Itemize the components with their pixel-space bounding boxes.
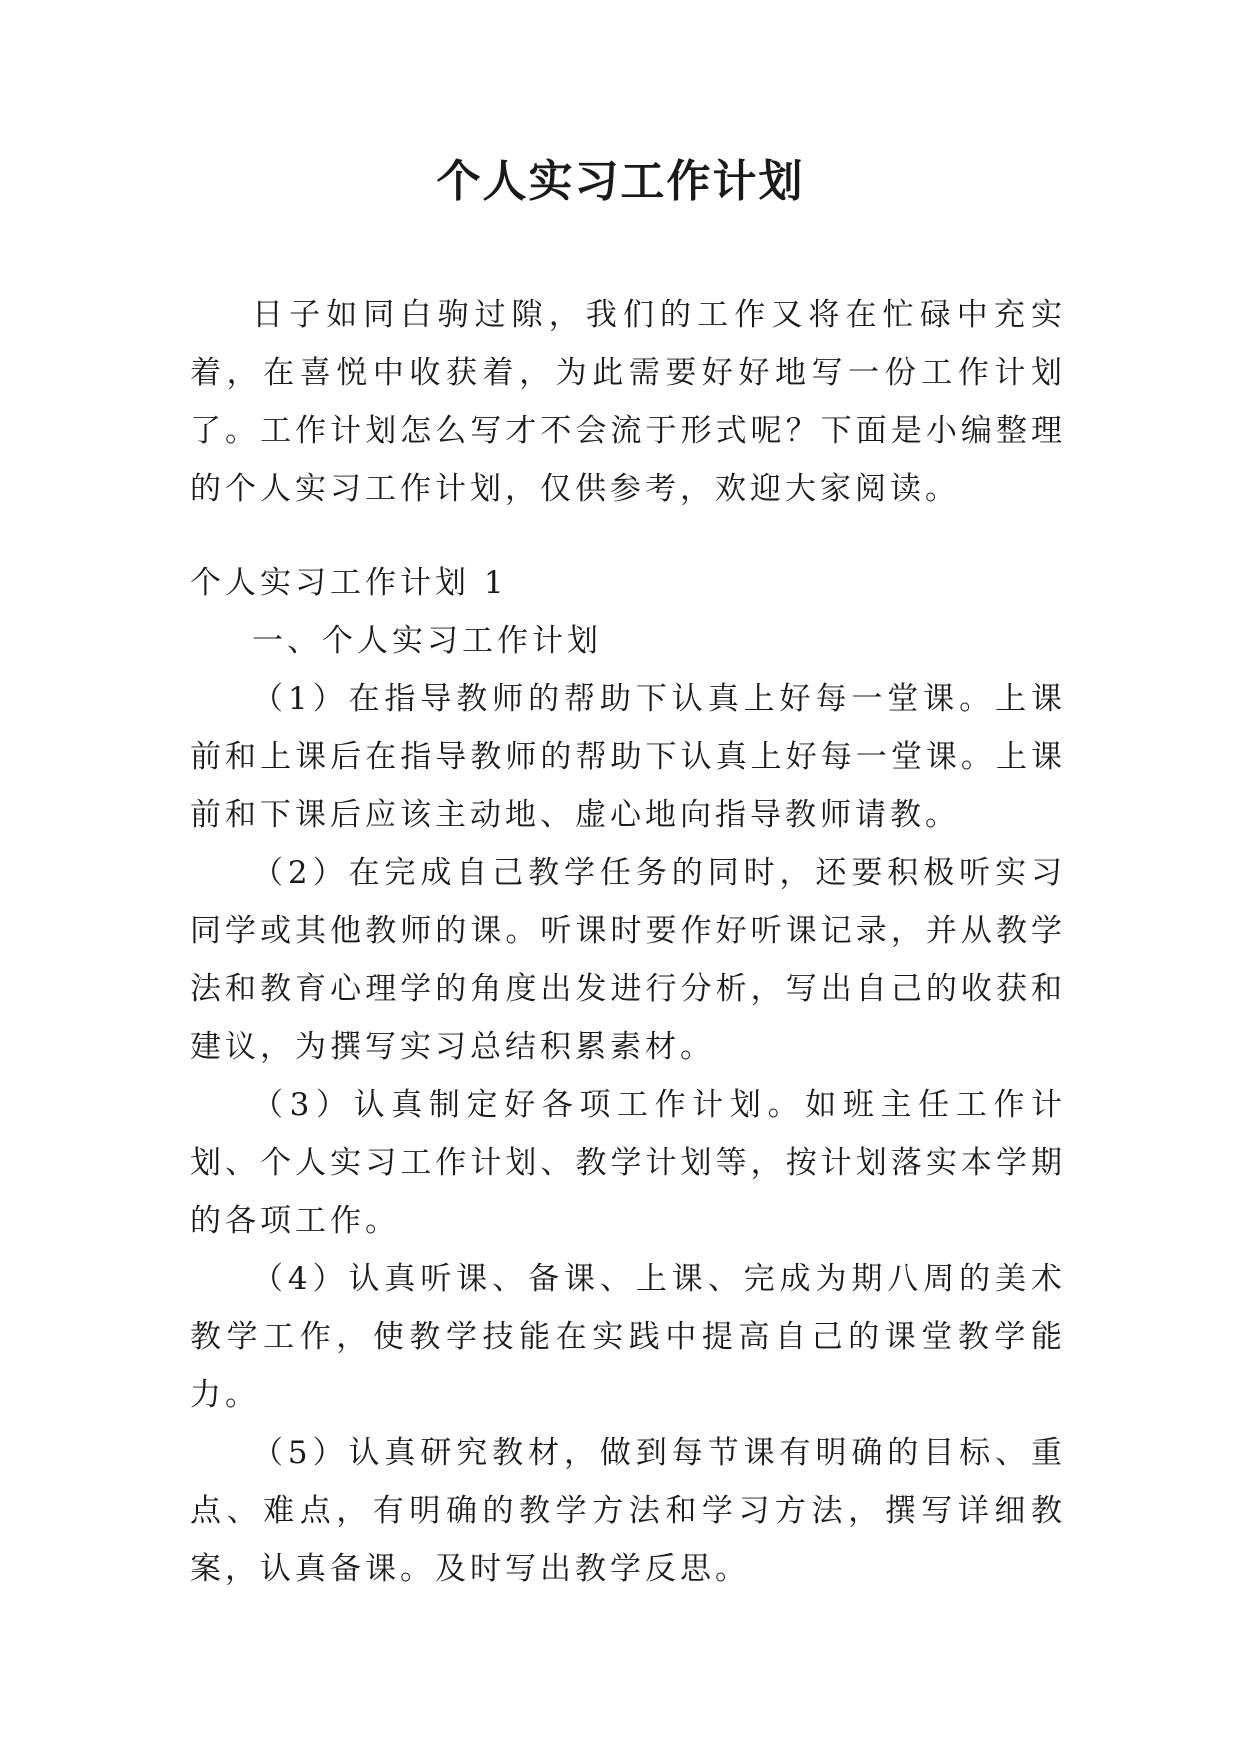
subheading: 一、个人实习工作计划 [252,623,602,659]
plan-item-1: （1）在指导教师的帮助下认真上好每一堂课。上课前和上课后在指导教师的帮助下认真上好每一堂课。上课前和下课后应该主动地、虚心地向指导教师请教。 [190,681,1066,833]
plan-item-5: （5）认真研究教材，做到每节课有明确的目标、重点、难点，有明确的教学方法和学习方法，撰写详细教案，认真备课。及时写出教学反思。 [190,1435,1066,1587]
plan-item-3: （3）认真制定好各项工作计划。如班主任工作计划、个人实习工作计划、教学计划等，按计划落实本学期的各项工作。 [190,1087,1066,1239]
section-heading: 个人实习工作计划 1 [190,565,508,601]
plan-item-4: （4）认真听课、备课、上课、完成为期八周的美术教学工作，使教学技能在实践中提高自己的课堂教学能力。 [190,1261,1066,1413]
document-title: 个人实习工作计划 [436,156,805,207]
document-body [190,286,1066,1598]
plan-item-2: （2）在完成自己教学任务的同时，还要积极听实习同学或其他教师的课。听课时要作好听课记录，并从教学法和教育心理学的角度出发进行分析，写出自己的收获和建议，为撰写实习总结积累素材。 [190,855,1066,1065]
intro-paragraph: 日子如同白驹过隙，我们的工作又将在忙碌中充实着，在喜悦中收获着，为此需要好好地写一份工作计划了。工作计划怎么写才不会流于形式呢？下面是小编整理的个人实习工作计划，仅供参考，欢迎大家阅读。 [190,297,1066,507]
